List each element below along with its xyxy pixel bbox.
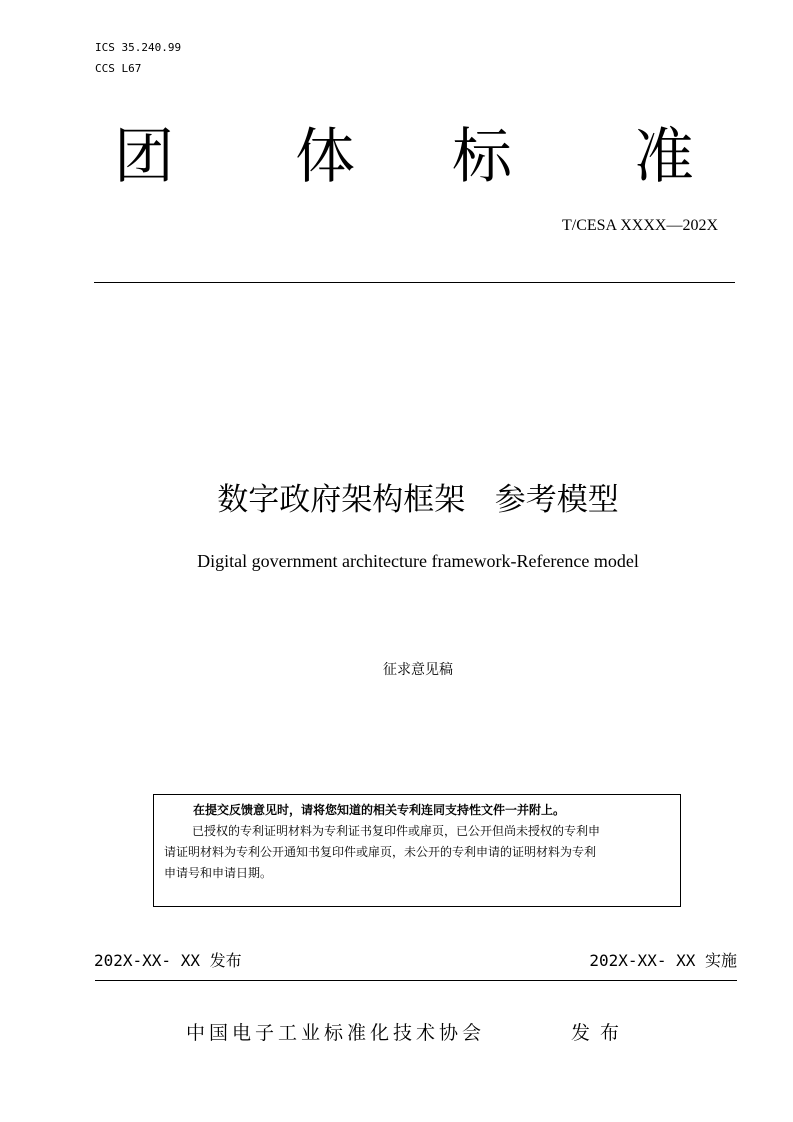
document-title-cn: 数字政府架构框架 参考模型 (217, 482, 619, 518)
standard-type-char: 体 (295, 122, 355, 192)
draft-status-label: 征求意见稿 (383, 662, 453, 678)
standard-type-char: 准 (634, 122, 694, 192)
ccs-code: CCS L67 (95, 62, 142, 75)
document-title-en: Digital government architecture framework-Reference model (197, 551, 639, 571)
standard-type-char: 团 (114, 122, 174, 192)
patent-notice-heading: 在提交反馈意见时，请将您知道的相关专利连同支持性文件一并附上。 (193, 803, 566, 817)
implement-date: 202X-XX- XX 实施 (589, 951, 737, 970)
patent-notice-line: 申请号和申请日期。 (164, 866, 273, 880)
publisher-action: 发布 (571, 1022, 630, 1044)
footer-divider (95, 980, 737, 981)
header-divider (94, 282, 735, 283)
standard-number: T/CESA XXXX—202X (561, 217, 718, 234)
patent-notice-box (153, 794, 681, 907)
standard-type-char: 标 (452, 122, 512, 192)
patent-notice-line: 请证明材料为专利公开通知书复印件或扉页，未公开的专利申请的证明材料为专利 (164, 845, 597, 859)
publish-date: 202X-XX- XX 发布 (94, 951, 242, 970)
patent-notice-line: 已授权的专利证明材料为专利证书复印件或扉页，已公开但尚未授权的专利申 (192, 824, 601, 838)
ics-code: ICS 35.240.99 (95, 41, 182, 54)
publisher-organization: 中国电子工业标准化技术协会 (186, 1022, 486, 1044)
